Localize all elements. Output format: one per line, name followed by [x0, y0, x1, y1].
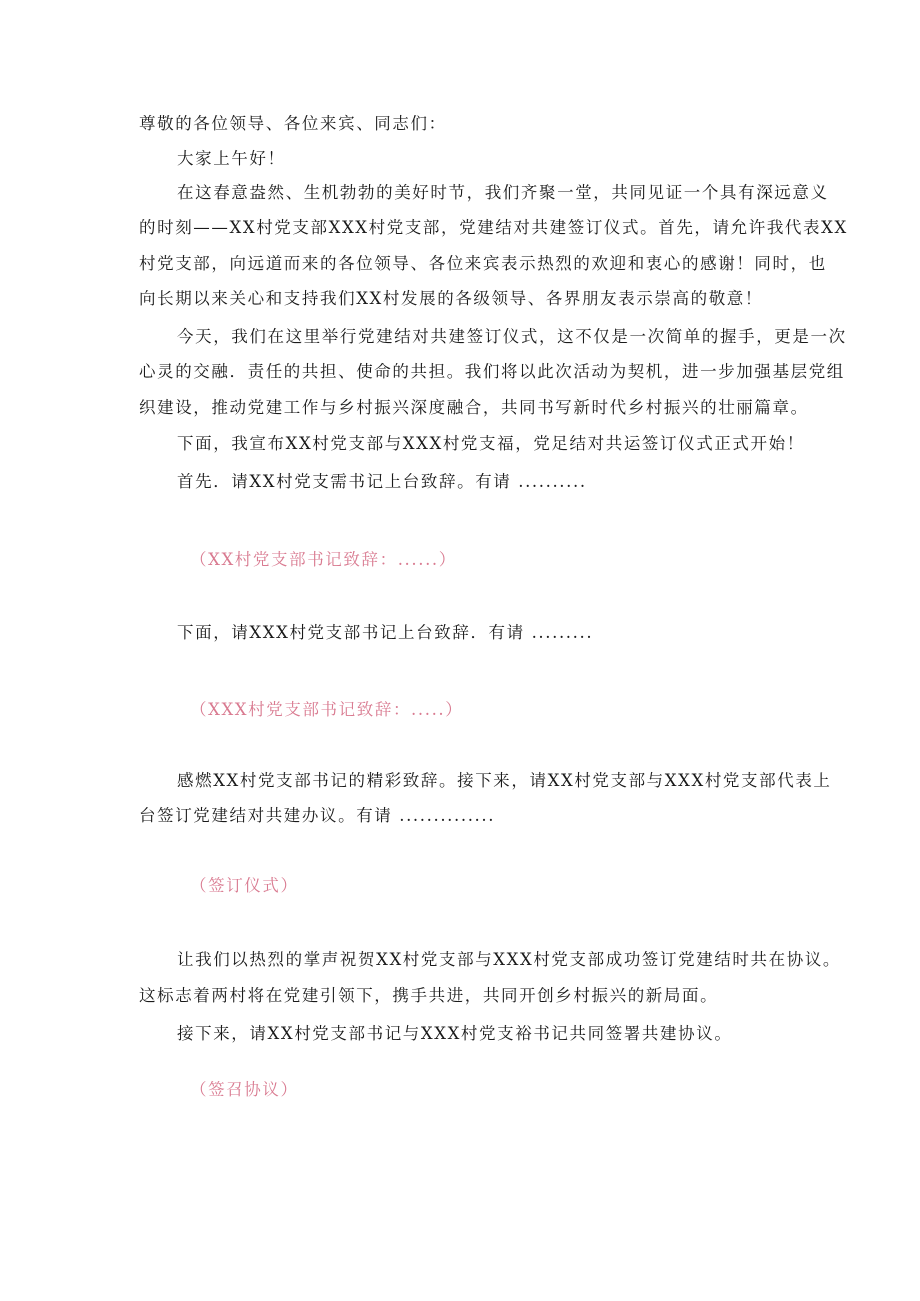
paragraph-line: 让我们以热烈的掌声祝贺XX村党支部与XXX村党支部成功签订党建结时共在协议。 [177, 950, 842, 969]
stage-direction: （签召协议） [190, 1080, 299, 1099]
paragraph-line: 在这春意盎然、生机勃勃的美好时节，我们齐聚一堂，共同见证一个具有深远意义 [177, 183, 829, 202]
paragraph-line: 感燃XX村党支部书记的精彩致辞。接下来，请XX村党支部与XXX村党支部代表上 [177, 771, 832, 790]
paragraph-line: 台签订党建结对共建办议。有请 .............. [139, 806, 496, 825]
stage-direction: （XX村党支部书记致辞：......） [190, 550, 457, 569]
invitation: 接下来，请XX村党支部书记与XXX村党支裕书记共同签署共建协议。 [177, 1024, 733, 1043]
paragraph-line: 村党支部，向远道而来的各位领导、各位来宾表示热烈的欢迎和衷心的感谢！同时，也 [139, 254, 827, 273]
stage-direction: （签订仪式） [190, 876, 299, 895]
paragraph-line: 向长期以来关心和支持我们XX村发展的各级领导、各界朋友表示崇高的敬意！ [139, 289, 763, 308]
stage-direction: （XXX村党支部书记致辞：.....） [190, 700, 464, 719]
greeting: 大家上午好！ [177, 149, 286, 168]
paragraph-line: 织建设，推动党建工作与乡村振兴深度融合，共同书写新时代乡村振兴的壮丽篇章。 [139, 398, 809, 417]
paragraph-line: 这标志着两村将在党建引领下，携手共进，共同开创乡村振兴的新局面。 [139, 986, 719, 1005]
invitation: 下面，请XXX村党支部书记上台致辞．有请 ......... [177, 623, 594, 642]
announcement: 下面，我宣布XX村党支部与XXX村党支福，党足结对共运签订仪式正式开始！ [177, 434, 805, 453]
paragraph-line: 今天，我们在这里举行党建结对共建签订仪式，这不仅是一次简单的握手，更是一次 [177, 327, 847, 346]
salutation: 尊敬的各位领导、各位来宾、同志们： [139, 114, 447, 133]
paragraph-line: 心灵的交融．责任的共担、使命的共担。我们将以此次活动为契机，进一步加强基层党组 [139, 362, 845, 381]
invitation: 首先．请XX村党支需书记上台致辞。有请 .......... [177, 472, 587, 491]
paragraph-line: 的时刻——XX村党支部XXX村党支部，党建结对共建签订仪式。首先，请允许我代表XX [139, 218, 848, 237]
